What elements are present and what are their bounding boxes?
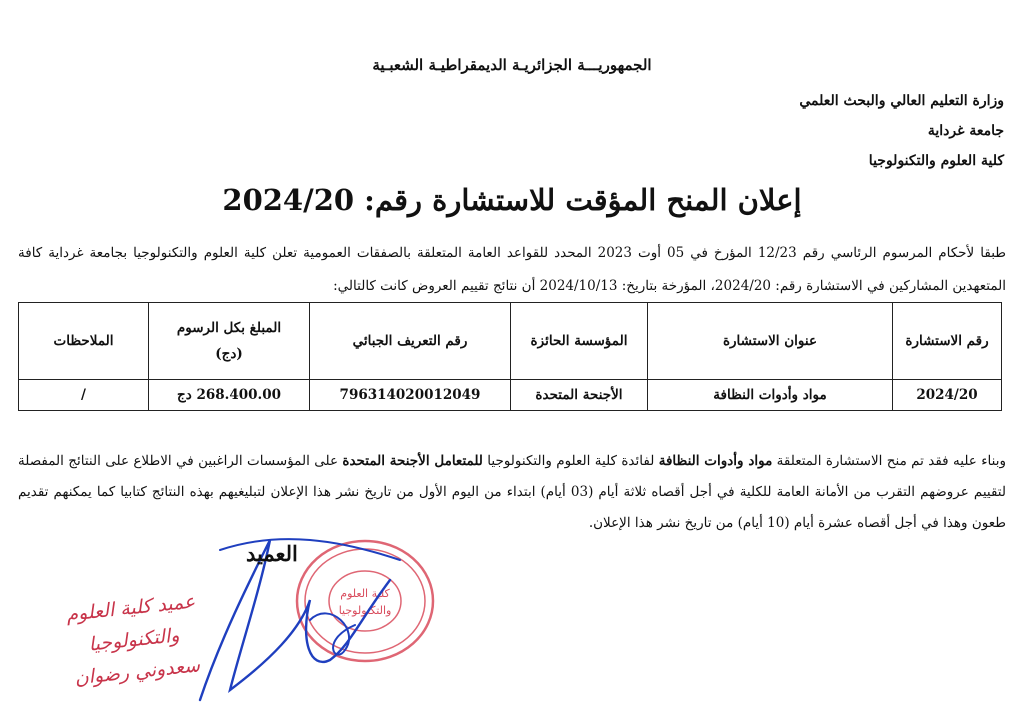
announcement-title: إعلان المنح المؤقت للاستشارة رقم: 2024/20 <box>222 183 802 217</box>
cell-notes: / <box>19 380 149 411</box>
results-table <box>18 302 1002 411</box>
university-name: جامعة غرداية <box>927 123 1004 139</box>
header-amount-label: المبلغ بكل الرسوم <box>176 320 282 336</box>
table-header-row <box>19 303 1002 380</box>
institution-header <box>799 86 1004 176</box>
cell-title: مواد وأدوات النظافة <box>648 380 893 411</box>
table-row <box>19 380 1002 411</box>
body-part-1: وبناء عليه فقد تم منح الاستشارة المتعلقة <box>776 453 1007 469</box>
dean-sig-line-2: سعدوني رضوان <box>73 654 202 690</box>
intro-line-2: المتعهدين المشاركين في الاستشارة رقم: 2024/20، المؤرخة بتاريخ: 2024/10/13 أن نتائج تقييم العروض كانت كالتالي: <box>333 278 1006 294</box>
header-org: المؤسسة الحائزة <box>511 303 648 380</box>
cell-tax-id: 796314020012049 <box>310 380 511 411</box>
intro-line-1: طبقا لأحكام المرسوم الرئاسي رقم 12/23 المؤرخ في 05 أوت 2023 المحدد للقواعد العامة المتعلقة بالصفقات العمومية تعلن كلية العلوم والتكنولوجيا بجامعة غرداية كافة <box>18 245 1007 261</box>
intro-paragraph <box>18 237 1006 303</box>
header-number: رقم الاستشارة <box>893 303 1002 380</box>
stamp-inner-line-2: والتكنولوجيا <box>338 604 392 617</box>
dean-sig-line-1: عميد كلية العلوم والتكنولوجيا <box>65 590 197 656</box>
header-tax-id: رقم التعريف الجبائي <box>310 303 511 380</box>
header-amount-unit: (دج) <box>215 346 243 362</box>
ministry-name: وزارة التعليم العالي والبحث العلمي <box>799 93 1004 109</box>
cell-org: الأجنحة المتحدة <box>511 380 648 411</box>
stamp-inner-line-1: كلية العلوم <box>340 587 390 600</box>
body-bold-2: للمتعامل الأجنحة المتحدة <box>342 453 483 469</box>
cell-amount: 268.400.00 دج <box>149 380 310 411</box>
body-part-3: على المؤسسات الراغبين في الاطلاع على النتائج المفصلة لتقييم عروضهم التقرب من الأمانة العامة للكلية في أجل أقصاه ثلاثة أيام (03 أيام) ابتداء من اليوم الأول من تاريخ نشر هذا الإعلان لتبليغيهم بهذه النتائج كتابيا كما يمكنهم تقديم طعون وهذا في أجل أقصاه عشرة أيام (10 أيام) من تاريخ نشر هذا الإعلان. <box>18 453 1006 531</box>
body-part-2: لفائدة كلية العلوم والتكنولوجيا <box>487 453 655 469</box>
body-bold-1: مواد وأدوات النظافة <box>658 453 773 469</box>
header-title: عنوان الاستشارة <box>648 303 893 380</box>
republic-heading: الجمهوريـــة الجزائريـة الديمقراطيـة الشعبـية <box>372 56 652 74</box>
faculty-name: كلية العلوم والتكنولوجيا <box>868 153 1004 169</box>
cell-number: 2024/20 <box>893 380 1002 411</box>
header-amount <box>149 303 310 380</box>
dean-title: العميد <box>246 541 298 566</box>
header-notes: الملاحظات <box>19 303 149 380</box>
